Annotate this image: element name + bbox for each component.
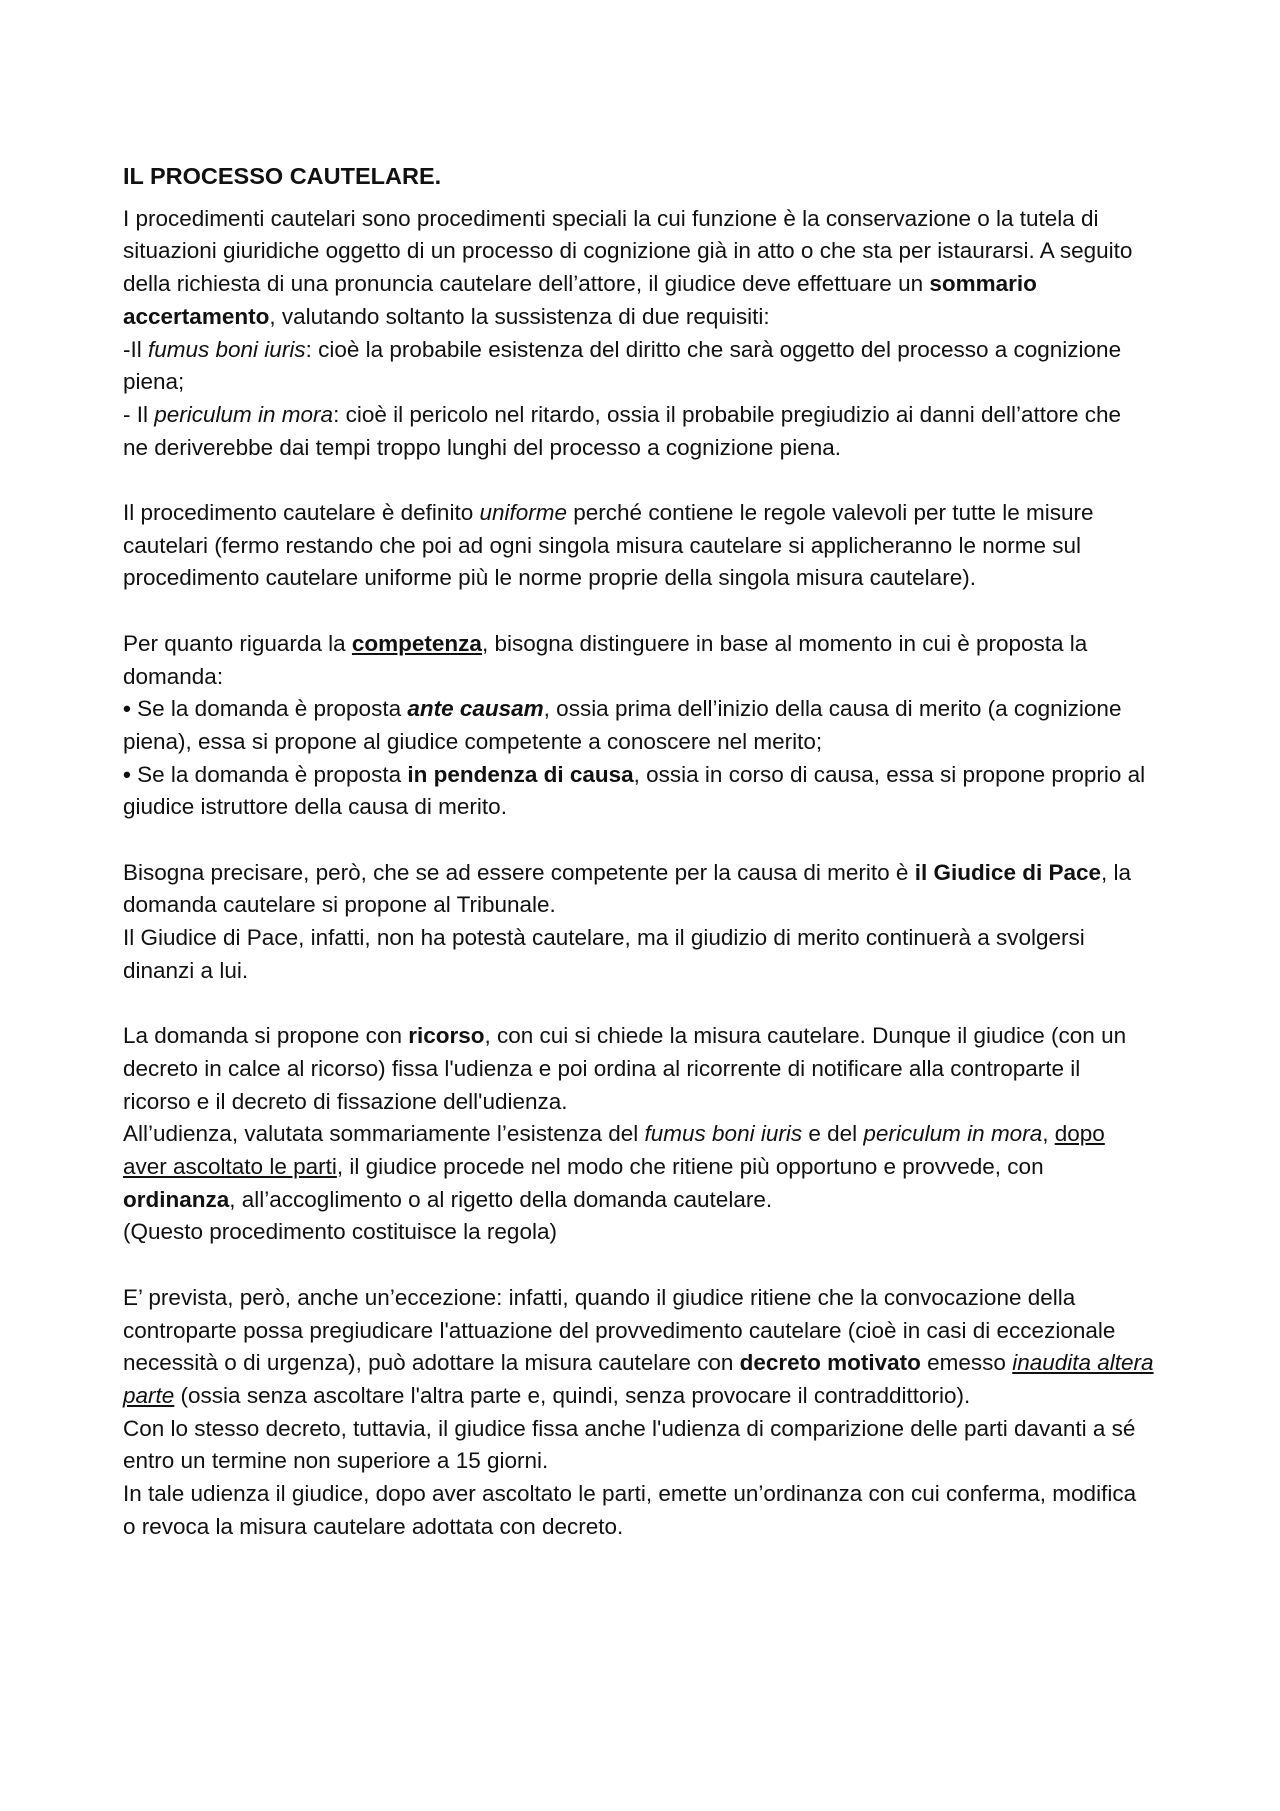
text-run: (Questo procedimento costituisce la regola) [123, 1219, 557, 1245]
document-body [123, 160, 1173, 1576]
paragraph-1 [123, 203, 1173, 465]
text-run: , il giudice procede nel modo che ritiene più opportuno e provvede, con [336, 1154, 1044, 1180]
text-run: piena), essa si propone al giudice competente a conoscere nel merito; [123, 728, 823, 754]
paragraph-5-line-1 [123, 1020, 1173, 1053]
paragraph-6-line-4 [123, 1380, 1173, 1413]
paragraph-1-line-7 [123, 399, 1173, 432]
text-run: In tale udienza il giudice, dopo aver ascoltato le parti, emette un’ordinanza con cui conferma, modifica [123, 1481, 1137, 1507]
text-run: o revoca la misura cautelare adottata con decreto. [123, 1513, 624, 1539]
text-run: dinanzi a lui. [123, 957, 249, 983]
text-run: perché contiene le regole valevoli per tutte le misure [567, 500, 1094, 526]
italic-term-uniforme: uniforme [479, 500, 568, 526]
paragraph-5-line-4 [123, 1118, 1173, 1151]
paragraph-1-line-8 [123, 432, 1173, 465]
paragraph-4-line-2 [123, 889, 1173, 922]
bold-term-pendenza: in pendenza di causa [407, 761, 634, 787]
text-run: decreto in calce al ricorso) fissa l'udienza e poi ordina al ricorrente di notificare alla controparte il [123, 1055, 1081, 1081]
paragraph-4 [123, 857, 1173, 988]
text-run: procedimento cautelare uniforme più le norme proprie della singola misura cautelare). [123, 565, 976, 591]
text-run: cautelari (fermo restando che poi ad ogni singola misura cautelare si applicheranno le norme sul [123, 532, 1082, 558]
text-run: , bisogna distinguere in base al momento in cui è proposta la [481, 630, 1088, 656]
text-run: Se la domanda è proposta [130, 696, 408, 722]
italic-underline-term-inaudita [1012, 1350, 1153, 1375]
paragraph-1-line-5 [123, 334, 1173, 367]
text-run: della richiesta di una pronuncia cautelare dell’attore, il giudice deve effettuare un [123, 271, 930, 297]
paragraph-6-line-5 [123, 1413, 1173, 1446]
paragraph-5-line-7 [123, 1216, 1173, 1249]
text-run: e del [802, 1121, 864, 1147]
bold-term-sommario: sommario [929, 271, 1037, 297]
text-run: - Il [123, 401, 155, 427]
text-run: necessità o di urgenza), può adottare la misura cautelare con [123, 1350, 740, 1376]
text-run: La domanda si propone con [123, 1023, 409, 1049]
paragraph-6-line-3 [123, 1347, 1173, 1380]
paragraph-5-line-3 [123, 1086, 1173, 1119]
paragraph-3-line-2 [123, 661, 1173, 694]
paragraph-2-line-2 [123, 530, 1173, 563]
paragraph-5-line-5 [123, 1151, 1173, 1184]
italic-term-fumus: fumus boni iuris [148, 336, 306, 362]
italic-term-periculum-2: periculum in mora [863, 1121, 1043, 1147]
paragraph-6-line-6 [123, 1445, 1173, 1478]
text-run: , valutando soltanto la sussistenza di due requisiti: [269, 303, 770, 329]
paragraph-4-line-1 [123, 857, 1173, 890]
text-run: emesso [920, 1350, 1013, 1376]
paragraph-2 [123, 497, 1173, 595]
text-run: ne deriverebbe dai tempi troppo lunghi del processo a cognizione piena. [123, 434, 841, 460]
underline-term-aver-ascoltato: aver ascoltato le parti [123, 1154, 337, 1180]
text-run: Se la domanda è proposta [130, 761, 408, 787]
text-run: : cioè il pericolo nel ritardo, ossia il probabile pregiudizio ai danni dell’attore che [333, 401, 1122, 427]
paragraph-6-line-8 [123, 1511, 1173, 1544]
text-run: , ossia prima dell’inizio della causa di merito (a cognizione [543, 696, 1122, 722]
text-run: (ossia senza ascoltare l'altra parte e, quindi, senza provocare il contraddittorio). [174, 1382, 971, 1408]
text-run: domanda cautelare si propone al Tribunale. [123, 892, 556, 918]
paragraph-5 [123, 1020, 1173, 1249]
text-run: : cioè la probabile esistenza del diritto che sarà oggetto del processo a cognizione [305, 336, 1122, 362]
text-run: , all’accoglimento o al rigetto della domanda cautelare. [229, 1186, 773, 1212]
text-run: piena; [123, 369, 185, 395]
paragraph-4-line-4 [123, 955, 1173, 988]
text-run: giudice istruttore della causa di merito. [123, 794, 507, 820]
paragraph-6 [123, 1282, 1173, 1544]
text-run: E’ prevista, però, anche un’eccezione: infatti, quando il giudice ritiene che la convocazione della [123, 1284, 1076, 1310]
text-run: domanda: [123, 663, 224, 689]
bold-term-accertamento: accertamento [123, 303, 270, 329]
paragraph-2-line-3 [123, 562, 1173, 595]
text-run: controparte possa pregiudicare l'attuazione del provvedimento cautelare (cioè in casi di eccezionale [123, 1317, 1116, 1343]
paragraph-1-line-3 [123, 268, 1173, 301]
text-run: Con lo stesso decreto, tuttavia, il giudice fissa anche l'udienza di comparizione delle parti davanti a sé [123, 1415, 1136, 1441]
text-run: Il procedimento cautelare è definito [123, 500, 480, 526]
bold-term-ordinanza: ordinanza [123, 1186, 230, 1212]
text-run: , [1042, 1121, 1055, 1147]
text-run: entro un termine non superiore a 15 giorni. [123, 1448, 549, 1474]
paragraph-2-line-1 [123, 497, 1173, 530]
paragraph-3-line-1 [123, 628, 1173, 661]
paragraph-3 [123, 628, 1173, 824]
bold-term-ricorso: ricorso [408, 1023, 485, 1049]
paragraph-3-line-6 [123, 791, 1173, 824]
text-run: Per quanto riguarda la [123, 630, 352, 656]
paragraph-6-line-2 [123, 1315, 1173, 1348]
italic-underline-term-parte [123, 1383, 174, 1408]
underline: competenza [351, 630, 482, 656]
paragraph-5-line-2 [123, 1053, 1173, 1086]
italic-term-fumus-2: fumus boni iuris [644, 1121, 803, 1147]
paragraph-3-line-5 [123, 759, 1173, 792]
bullet-1: • [123, 696, 131, 722]
text-run: I procedimenti cautelari sono procedimenti speciali la cui funzione è la conservazione o la tutela di [123, 205, 1099, 231]
paragraph-1-line-2 [123, 235, 1173, 268]
text-run: Bisogna precisare, però, che se ad essere competente per la causa di merito è [123, 859, 915, 885]
italic-term-periculum: periculum in mora [154, 401, 334, 427]
bold-underline-term-competenza [352, 631, 482, 656]
text-run: situazioni giuridiche oggetto di un processo di cognizione già in atto o che sta per istaurarsi. A seguito [123, 238, 1133, 264]
paragraph-1-line-1 [123, 203, 1173, 236]
paragraph-3-line-4 [123, 726, 1173, 759]
italic: ante causam [407, 696, 544, 722]
paragraph-1-line-4 [123, 301, 1173, 334]
bold-italic-term-ante-causam [407, 696, 543, 721]
paragraph-3-line-3 [123, 693, 1173, 726]
text-run: , la [1101, 859, 1132, 885]
text-run: -Il [123, 336, 148, 362]
underline: inaudita altera [1012, 1350, 1154, 1376]
underline: parte [123, 1382, 175, 1408]
paragraph-4-line-3 [123, 922, 1173, 955]
text-run: , ossia in corso di causa, essa si propone proprio al [633, 761, 1146, 787]
text-run: Il Giudice di Pace, infatti, non ha potestà cautelare, ma il giudizio di merito continuerà a svolgersi [123, 925, 1085, 951]
document-title: IL PROCESSO CAUTELARE. [123, 163, 442, 189]
paragraph-1-line-6 [123, 366, 1173, 399]
text-run: ricorso e il decreto di fissazione dell'udienza. [123, 1088, 568, 1114]
text-run: , con cui si chiede la misura cautelare. Dunque il giudice (con un [484, 1023, 1127, 1049]
paragraph-6-line-1 [123, 1282, 1173, 1315]
bullet-2: • [123, 761, 131, 787]
underline-term-dopo: dopo [1054, 1121, 1105, 1147]
text-run: All’udienza, valutata sommariamente l’esistenza del [123, 1121, 645, 1147]
paragraph-6-line-7 [123, 1478, 1173, 1511]
bold-term-decreto-motivato: decreto motivato [739, 1350, 921, 1376]
bold-term-giudice-di-pace: il Giudice di Pace [914, 859, 1102, 885]
paragraph-5-line-6 [123, 1184, 1173, 1217]
